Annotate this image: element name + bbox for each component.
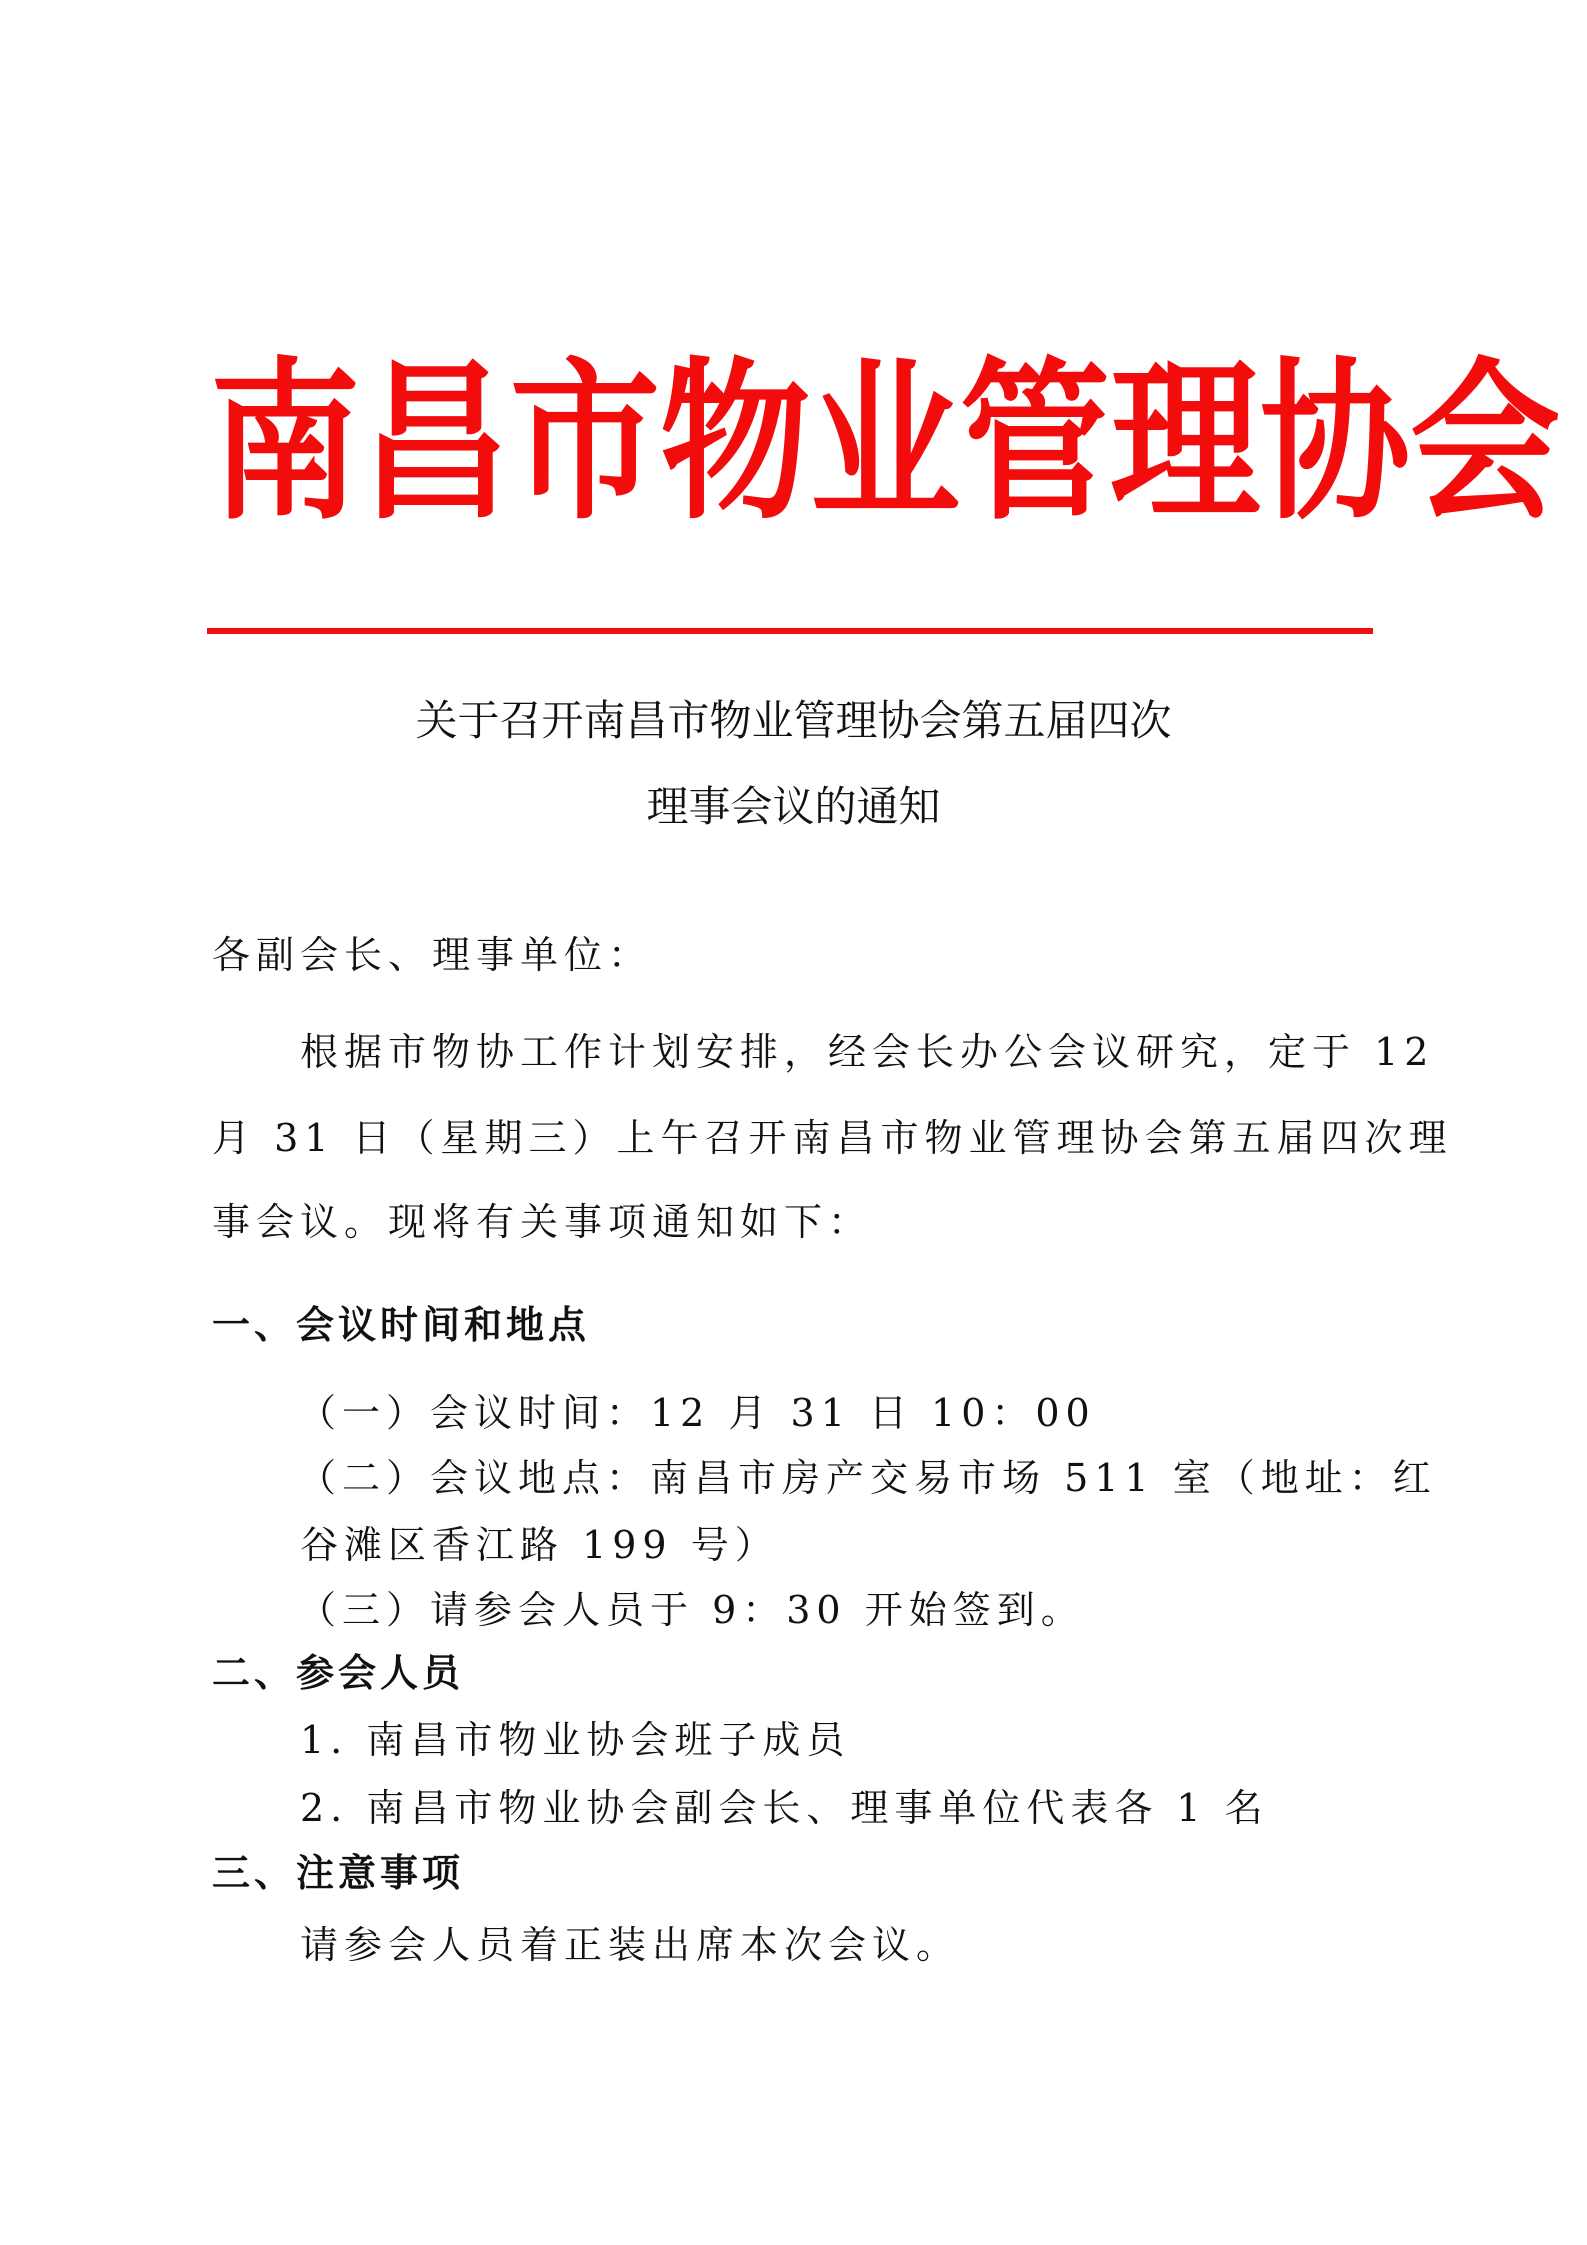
section-heading: 二、参会人员 [212,1650,465,1695]
org-letterhead [210,340,1561,547]
section-heading: 三、注意事项 [212,1850,465,1895]
section-heading: 一、会议时间和地点 [212,1302,591,1347]
red-divider [207,628,1373,634]
letterhead-char: 协 [1260,343,1411,544]
section-item: 谷滩区香江路 199 号） [300,1523,779,1567]
intro-line: 根据市物协工作计划安排，经会长办公会议研究，定于 12 [300,1030,1435,1074]
intro-line: 事会议。现将有关事项通知如下： [212,1200,873,1244]
letterhead-char: 昌 [360,343,511,544]
letterhead-char: 理 [1110,343,1261,544]
letterhead-char: 管 [960,343,1111,544]
section-item: 1. 南昌市物业协会班子成员 [300,1718,851,1762]
salutation: 各副会长、理事单位： [212,933,653,977]
section-item: （三）请参会人员于 9：30 开始签到。 [298,1588,1085,1632]
letterhead-char: 南 [210,343,361,544]
letterhead-char: 物 [660,343,811,544]
doc-title-line2: 理事会议的通知 [646,785,941,831]
section-item: （二）会议地点：南昌市房产交易市场 511 室（地址：红 [298,1456,1437,1500]
doc-title-line1: 关于召开南昌市物业管理协会第五届四次 [415,699,1172,745]
letterhead-char: 市 [510,343,661,544]
section-item: 2. 南昌市物业协会副会长、理事单位代表各 1 名 [300,1786,1269,1830]
letterhead-char: 业 [810,343,961,544]
letterhead-char: 会 [1410,343,1561,544]
section-item: 请参会人员着正装出席本次会议。 [300,1923,961,1967]
intro-line: 月 31 日（星期三）上午召开南昌市物业管理协会第五届四次理 [212,1116,1453,1160]
section-item: （一）会议时间：12 月 31 日 10：00 [298,1391,1096,1435]
